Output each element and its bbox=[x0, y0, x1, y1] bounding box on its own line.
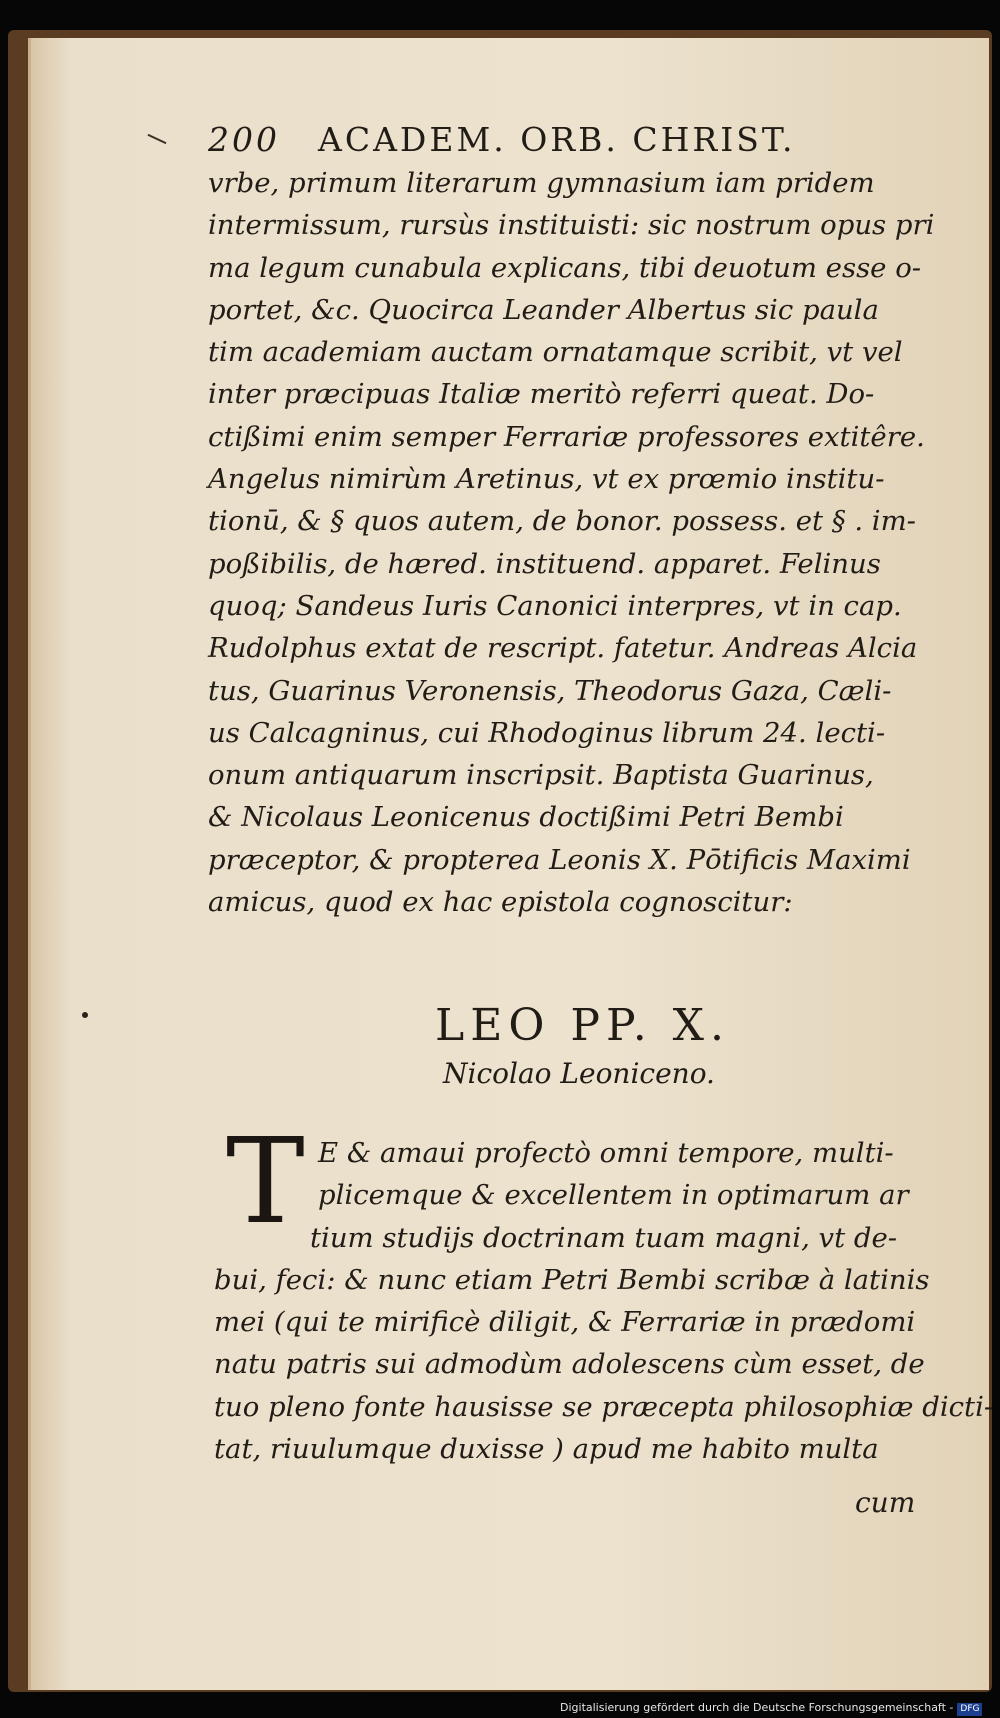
running-title: ACADEM. ORB. CHRIST. bbox=[318, 120, 796, 159]
text-line: Angelus nimirùm Aretinus, vt ex prœmio institu- bbox=[208, 463, 885, 496]
letter-addressee: Nicolao Leoniceno. bbox=[443, 1057, 715, 1090]
letter-title: LEO PP. X. bbox=[435, 1000, 730, 1051]
text-line: portet, &c. Quocirca Leander Albertus sic paula bbox=[208, 293, 879, 326]
text-line: intermissum, rursùs instituisti: sic nostrum opus pri bbox=[208, 209, 935, 242]
page-mark bbox=[148, 134, 167, 144]
text-line: us Calcagninus, cui Rhodoginus librum 24. lecti- bbox=[208, 716, 886, 749]
letter-line: mei (qui te mirificè diligit, & Ferrariæ in prædomi bbox=[214, 1306, 916, 1339]
text-line: quoq; Sandeus Iuris Canonici interpres, vt in cap. bbox=[208, 589, 902, 622]
text-line: tus, Guarinus Veronensis, Theodorus Gaza, Cæli- bbox=[208, 674, 892, 707]
footer-credit: Digitalisierung gefördert durch die Deutsche Forschungsgemeinschaft - bbox=[560, 1701, 954, 1714]
text-line: vrbe, primum literarum gymnasium iam pridem bbox=[208, 167, 875, 199]
dfg-logo: DFG bbox=[957, 1703, 982, 1716]
letter-line: bui, feci: & nunc etiam Petri Bembi scribæ à latinis bbox=[214, 1263, 930, 1296]
text-line: ma legum cunabula explicans, tibi deuotum esse o- bbox=[208, 251, 922, 284]
text-line: præceptor, & propterea Leonis X. Pōtificis Maximi bbox=[208, 843, 911, 876]
text-line: Rudolphus extat de rescript. fatetur. Andreas Alcia bbox=[208, 632, 918, 665]
page-dot bbox=[82, 1012, 88, 1018]
letter-line: tat, riuulumque duxisse ) apud me habito multa bbox=[214, 1433, 879, 1466]
text-line: inter præcipuas Italiæ meritò referri queat. Do- bbox=[208, 378, 875, 411]
text-line: tionū, & § quos autem, de bonor. possess. et § . im- bbox=[208, 505, 916, 538]
digitization-footer bbox=[560, 1700, 992, 1718]
letter-line: natu patris sui admodùm adolescens cùm esset, de bbox=[214, 1348, 925, 1381]
drop-cap: T bbox=[226, 1112, 305, 1250]
main-text-block bbox=[208, 118, 948, 923]
letter-line: tuo pleno fonte hausisse se præcepta philosophiæ dicti- bbox=[214, 1390, 994, 1423]
text-line: & Nicolaus Leonicenus doctißimi Petri Bembi bbox=[208, 801, 844, 834]
main-paragraph bbox=[208, 162, 948, 923]
running-header bbox=[208, 118, 948, 162]
text-line: onum antiquarum inscripsit. Baptista Guarinus, bbox=[208, 759, 874, 792]
text-line: amicus, quod ex hac epistola cognoscitur: bbox=[208, 886, 793, 919]
letter-line: plicemque & excellentem in optimarum ar bbox=[318, 1179, 909, 1212]
letter-body bbox=[214, 1132, 994, 1470]
catchword: cum bbox=[855, 1486, 916, 1519]
page-number: 200 bbox=[208, 120, 280, 159]
text-line: tim academiam auctam ornatamque scribit, vt vel bbox=[208, 336, 903, 369]
letter-line: E & amaui profectò omni tempore, multi- bbox=[318, 1137, 894, 1169]
letter-line: tium studijs doctrinam tuam magni, vt de- bbox=[310, 1221, 898, 1254]
text-line: poßibilis, de hæred. instituend. apparet. Felinus bbox=[208, 547, 881, 580]
text-line: ctißimi enim semper Ferrariæ professores extitêre. bbox=[208, 420, 925, 453]
